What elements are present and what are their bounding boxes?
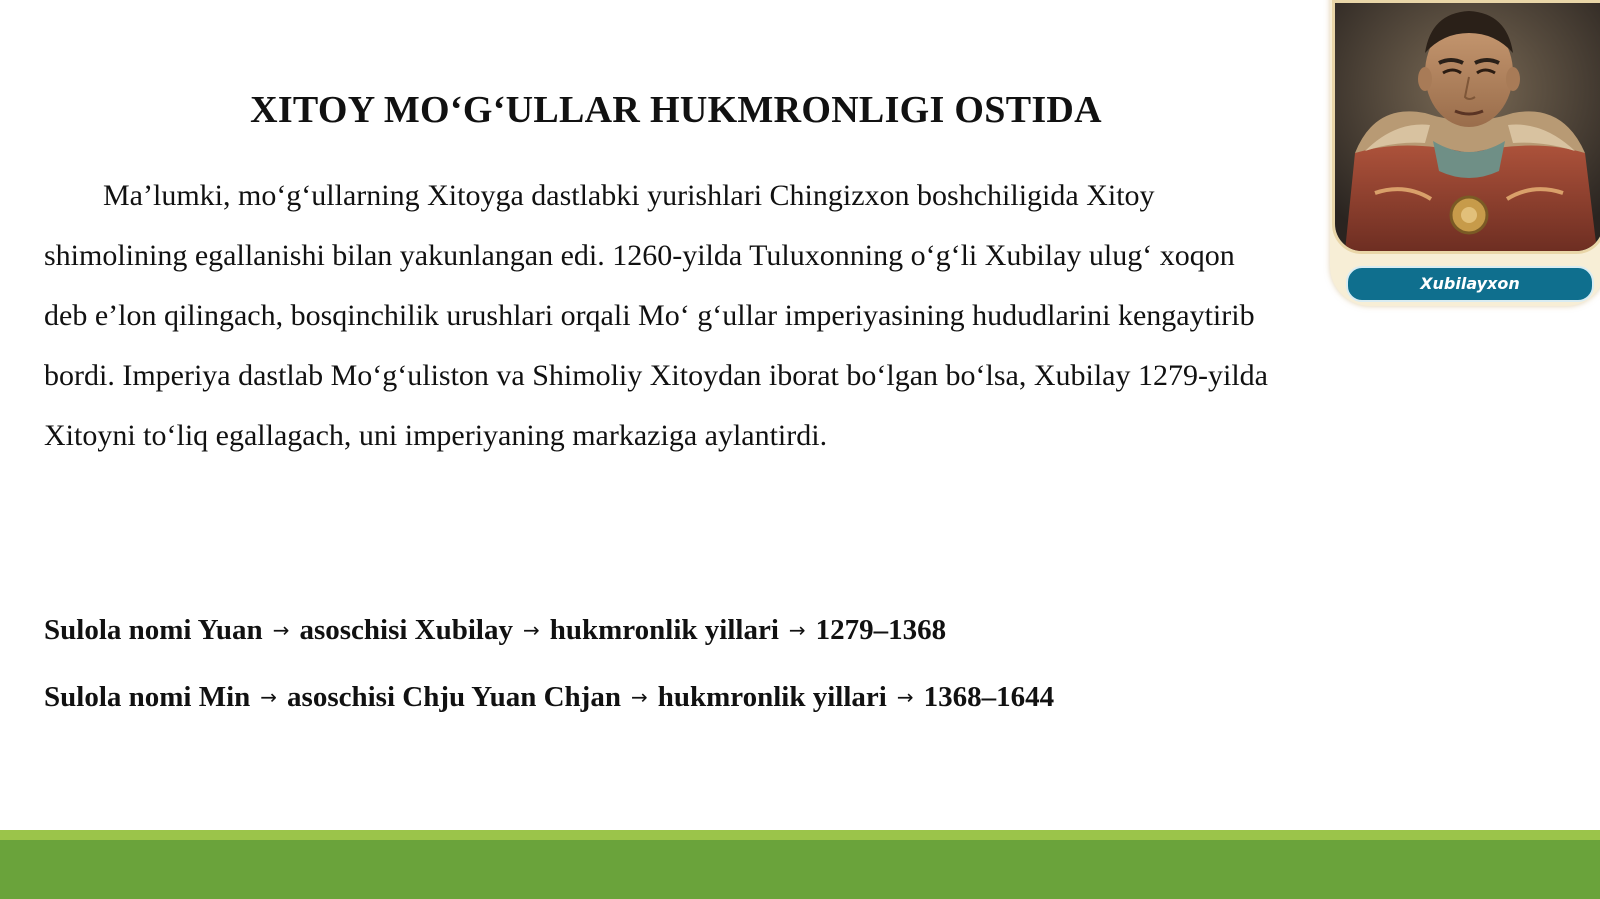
arrow-right-icon: → — [896, 685, 914, 710]
arrow-right-icon: → — [523, 618, 540, 643]
arrow-right-icon: → — [788, 618, 806, 643]
arrow-right-icon: → — [272, 618, 290, 643]
portrait-caption: Xubilayxon — [1346, 266, 1594, 302]
dynasty-years-label: hukmronlik yillari — [549, 614, 779, 646]
dynasty-years-label: hukmronlik yillari — [657, 681, 887, 713]
portrait-image — [1332, 0, 1600, 254]
footer-bar — [0, 840, 1600, 899]
body-paragraph: Ma’lumki, mo‘g‘ullarning Xitoyga dastlabki yurishlari Chingizxon boshchiligida Xitoy shimolining egallanishi bilan yakunlangan edi. 1260-yilda Tuluxonning o‘g‘li Xubilay ulug‘ xoqon deb e’lon qilingach, bosqinchilik urushlari orqali Mo‘ g‘ullar imperiyasining hududlarini kengaytirib bordi. Imperiya dastlab Mo‘g‘uliston va Shimoliy Xitoydan iborat bo‘lgan bo‘lsa, Xubilay 1279-yilda Xitoyni to‘liq egallagach, uni imperiyaning markaziga aylantirdi. — [44, 179, 1268, 452]
footer-accent-band — [0, 830, 1600, 840]
dynasty-founder: asoschisi Xubilay — [299, 614, 513, 646]
dynasty-years: 1279–1368 — [815, 614, 947, 646]
dynasty-founder: asoschisi Chju Yuan Chjan — [287, 681, 621, 713]
arrow-right-icon: → — [630, 685, 648, 710]
dynasty-years: 1368–1644 — [923, 681, 1055, 713]
dynasty-row-yuan — [44, 613, 946, 648]
dynasty-row-min — [44, 680, 1054, 715]
portrait-card — [1330, 0, 1600, 306]
arrow-right-icon: → — [260, 685, 278, 710]
dynasty-name: Sulola nomi Min — [44, 681, 251, 713]
dynasty-name: Sulola nomi Yuan — [44, 614, 263, 646]
slide-title: XITOY MO‘G‘ULLAR HUKMRONLIGI OSTIDA — [250, 89, 1102, 131]
